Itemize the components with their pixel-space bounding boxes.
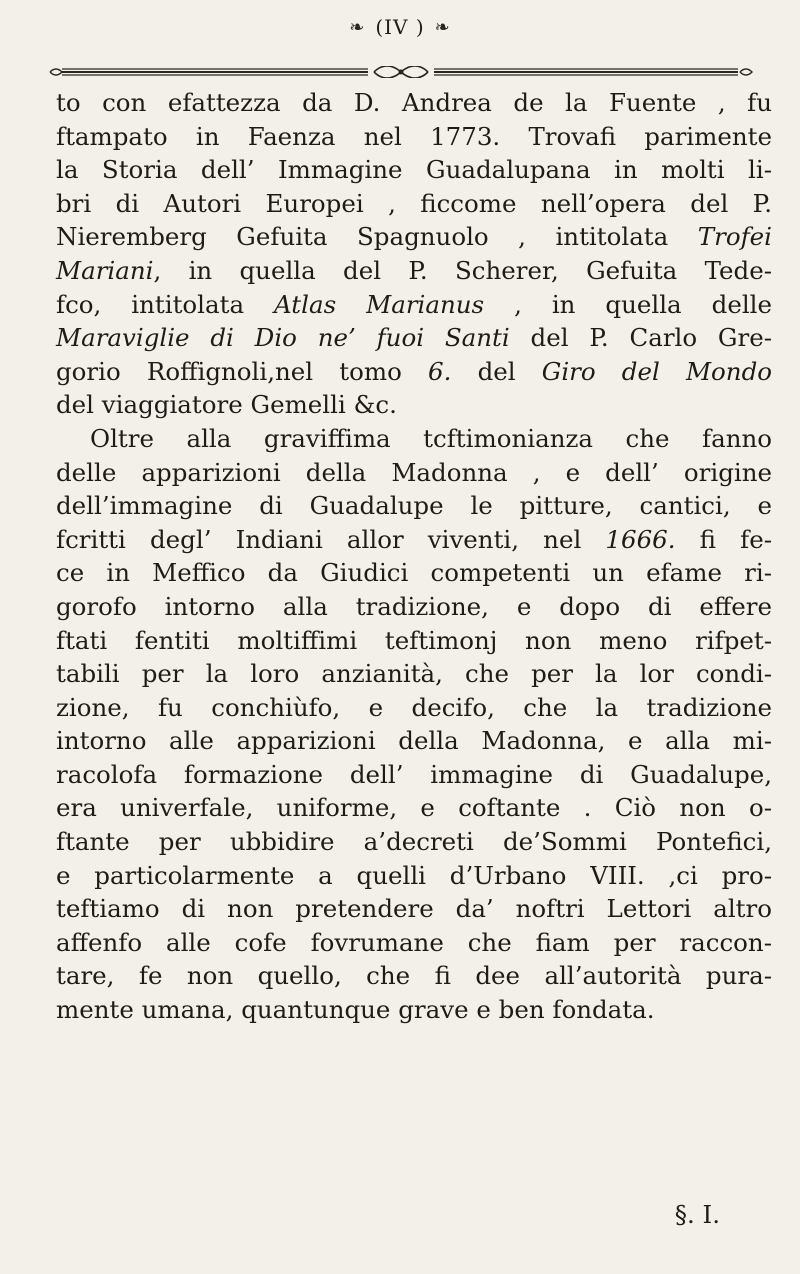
text-line: e particolarmente a quelli d’Urbano VIII. ,ci pro-: [56, 860, 772, 890]
text-line: ftati fentiti moltiffimi teftimonj non meno rifpet-: [56, 625, 772, 655]
text-line: to con efattezza da D. Andrea de la Fuente , fu: [56, 88, 772, 117]
text-line: del viaggiatore Gemelli &c.: [56, 390, 397, 420]
text-line: ce in Meffico da Giudici competenti un efame ri-: [56, 558, 772, 588]
text-line: Nieremberg Gefuita Spagnuolo , intitolata Trofei: [56, 222, 772, 252]
text-line: zione, fu conchiùfo, e decifo, che la tradizione: [56, 692, 772, 722]
page-header: [0, 4, 800, 50]
catchword: §. I.: [674, 1200, 720, 1229]
text-line: intorno alle apparizioni della Madonna, e alla mi-: [56, 726, 772, 756]
text-line: affenfo alle cofe fovrumane che fiam per raccon-: [56, 927, 772, 957]
text-line: ftampato in Faenza nel 1773. Trovafi parimente: [56, 121, 772, 151]
text-line: ftante per ubbidire a’decreti de’Sommi Pontefici,: [56, 827, 772, 857]
text-line: dell’immagine di Guadalupe le pitture, cantici, e: [56, 491, 772, 521]
text-line: mente umana, quantunque grave e ben fondata.: [56, 995, 655, 1025]
decorative-rule-icon: [48, 66, 754, 78]
text-line: gorio Roffignoli,nel tomo 6. del Giro del Mondo: [56, 356, 773, 386]
body-text: [56, 86, 772, 1027]
text-line: Maraviglie di Dio ne’ fuoi Santi del P. Carlo Gre-: [56, 323, 772, 353]
text-line: fcritti degl’ Indiani allor viventi, nel 1666. fi fe-: [56, 524, 772, 554]
text-line: gorofo intorno alla tradizione, e dopo di effere: [56, 591, 772, 621]
text-line: era univerfale, uniforme, e coftante . Ciò non o-: [56, 793, 772, 823]
text-line: racolofa formazione dell’ immagine di Guadalupe,: [56, 759, 772, 789]
page-number-group: [300, 14, 500, 40]
text-line: tabili per la loro anzianità, che per la lor condi-: [56, 659, 772, 689]
page-number: (IV ): [375, 15, 425, 39]
text-line: fco, intitolata Atlas Marianus , in quella delle: [56, 289, 772, 319]
text-line: la Storia dell’ Immagine Guadalupana in molti li-: [56, 155, 772, 185]
text-line: delle apparizioni della Madonna , e dell’ origine: [56, 457, 772, 487]
decorative-rule: [48, 66, 754, 78]
text-line: bri di Autori Europei , ficcome nell’opera del P.: [56, 188, 772, 218]
text-line: Mariani, in quella del P. Scherer, Gefuita Tede-: [56, 255, 772, 285]
right-ornament-icon: ❧: [434, 16, 451, 38]
text-line: teftiamo di non pretendere da’ noftri Lettori altro: [56, 894, 772, 924]
text-line: Oltre alla graviffima tcftimonianza che fanno: [90, 423, 772, 453]
text-line: tare, fe non quello, che fi dee all’autorità pura-: [56, 961, 772, 991]
left-ornament-icon: ❧: [349, 16, 366, 38]
